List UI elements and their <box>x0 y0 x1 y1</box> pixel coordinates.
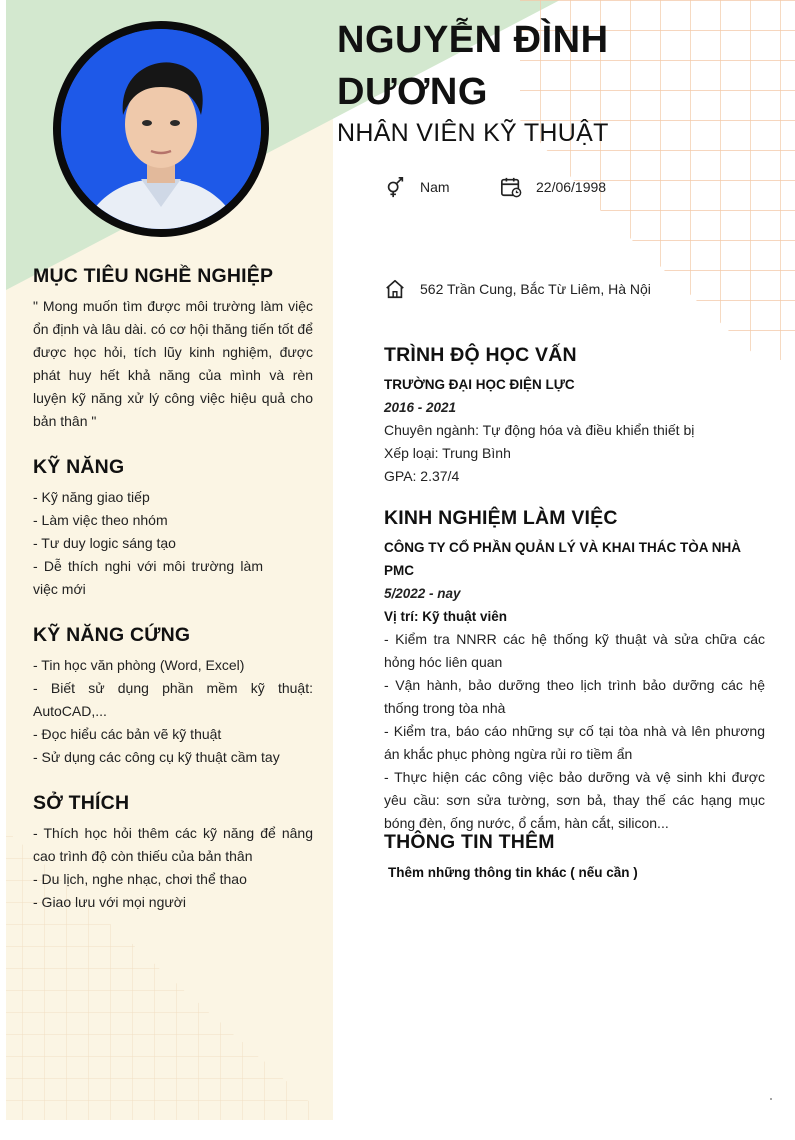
candidate-name: NGUYỄN ĐÌNH DƯƠNG <box>337 19 609 113</box>
education-period: 2016 - 2021 <box>384 400 457 415</box>
gender-row <box>384 176 450 198</box>
company-name: CÔNG TY CỔ PHẦN QUẢN LÝ VÀ KHAI THÁC TÒA NHÀ PMC <box>384 540 742 578</box>
skills-heading: KỸ NĂNG <box>33 456 125 478</box>
job-title: NHÂN VIÊN KỸ THUẬT <box>337 119 609 147</box>
school-name: TRƯỜNG ĐẠI HỌC ĐIỆN LỰC <box>384 377 575 392</box>
experience-position: Vị trí: Kỹ thuật viên <box>384 609 508 624</box>
experience-heading: KINH NGHIỆM LÀM VIỆC <box>384 507 618 529</box>
address-value: 562 Trần Cung, Bắc Từ Liêm, Hà Nội <box>420 281 651 297</box>
list-item: - Giao lưu với mọi người <box>33 894 187 910</box>
skills-list <box>33 486 263 601</box>
experience-tasks <box>384 628 765 835</box>
home-icon <box>384 278 406 300</box>
list-item: - Du lịch, nghe nhạc, chơi thể thao <box>33 871 247 887</box>
experience-period: 5/2022 - nay <box>384 586 461 601</box>
gender-value: Nam <box>420 179 450 195</box>
birthdate-value: 22/06/1998 <box>536 179 607 195</box>
education-gpa: GPA: 2.37/4 <box>384 468 460 484</box>
additional-heading: THÔNG TIN THÊM <box>384 831 555 853</box>
hobbies-list <box>33 822 313 914</box>
list-item: - Đọc hiểu các bản vẽ kỹ thuật <box>33 726 222 742</box>
list-item: - Biết sử dụng phần mềm kỹ thuật: AutoCAD,... <box>33 680 313 719</box>
address-row <box>384 278 651 300</box>
hard-skills-heading: KỸ NĂNG CỨNG <box>33 624 191 646</box>
list-item: - Sử dụng các công cụ kỹ thuật cầm tay <box>33 749 280 765</box>
list-item: - Thích học hỏi thêm các kỹ năng để nâng cao trình độ còn thiếu của bản thân <box>33 825 313 864</box>
hard-skills-list <box>33 654 313 769</box>
list-item: - Dễ thích nghi với môi trường làm việc mới <box>33 558 263 597</box>
page-dot <box>770 1098 772 1100</box>
list-item: - Vận hành, bảo dưỡng theo lịch trình bảo dưỡng các hệ thống trong tòa nhà <box>384 677 765 716</box>
experience-block <box>384 536 765 835</box>
list-item: - Kiểm tra, báo cáo những sự cố tại tòa nhà và lên phương án khắc phục phòng ngừa rủi ro tiềm ẩn <box>384 723 765 762</box>
education-heading: TRÌNH ĐỘ HỌC VẤN <box>384 344 577 366</box>
education-major: Chuyên ngành: Tự động hóa và điều khiển thiết bị <box>384 422 695 438</box>
calendar-icon <box>500 176 522 198</box>
avatar <box>53 21 269 237</box>
hobbies-heading: SỞ THÍCH <box>33 792 130 814</box>
list-item: - Thực hiện các công việc bảo dưỡng và vệ sinh khi được yêu cầu: sơn sửa tường, sơn bả, thay thế các hạng mục bóng đèn, ống nước, ổ cắm, hàn cắt, silicon... <box>384 769 765 831</box>
birthdate-row <box>500 176 606 198</box>
additional-text: Thêm những thông tin khác ( nếu cần ) <box>388 865 638 880</box>
list-item: - Làm việc theo nhóm <box>33 512 168 528</box>
gender-icon <box>384 176 406 198</box>
list-item: - Kiểm tra NNRR các hệ thống kỹ thuật và sửa chữa các hỏng hóc liên quan <box>384 631 765 670</box>
education-block <box>384 373 765 488</box>
education-rank: Xếp loại: Trung Bình <box>384 445 511 461</box>
portrait-illustration <box>61 29 261 229</box>
list-item: - Tư duy logic sáng tạo <box>33 535 176 551</box>
list-item: - Tin học văn phòng (Word, Excel) <box>33 657 245 673</box>
career-goal-text: " Mong muốn tìm được môi trường làm việc ổn định và lâu dài. có cơ hội thăng tiến tốt để được học hỏi, tích lũy kinh nghiệm, được phát huy hết khả năng của mình và rèn luyện kỹ năng xử lý công việc hiệu quả cho bản thân " <box>33 298 313 429</box>
career-goal-heading: MỤC TIÊU NGHỀ NGHIỆP <box>33 265 274 287</box>
list-item: - Kỹ năng giao tiếp <box>33 489 150 505</box>
